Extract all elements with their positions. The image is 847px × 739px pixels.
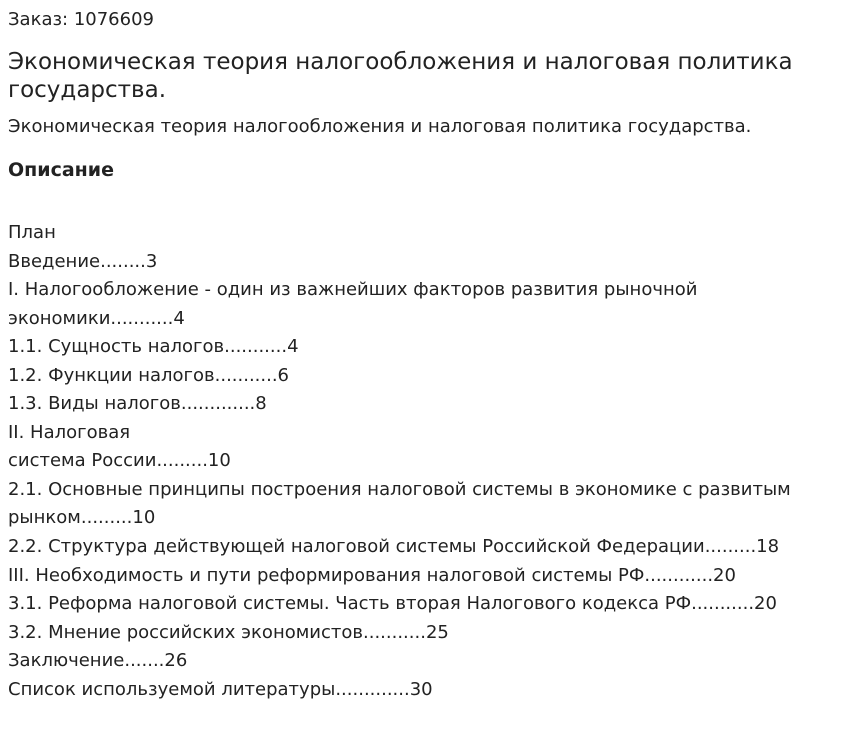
toc-line-section-3-2: 3.2. Мнение российских экономистов...........25 <box>8 621 449 643</box>
toc-line-conclusion: Заключение.......26 <box>8 650 188 672</box>
toc-line-chapter-1: I. Налогообложение - один из важнейших факторов развития рыночной <box>8 279 698 301</box>
toc-line-section-1-1: 1.1. Сущность налогов...........4 <box>8 336 299 358</box>
order-number: Заказ: 1076609 <box>8 9 154 30</box>
toc-line-section-1-3: 1.3. Виды налогов.............8 <box>8 393 267 415</box>
toc-line-section-1-2: 1.2. Функции налогов...........6 <box>8 364 290 386</box>
toc-line-plan-heading: План <box>8 222 56 243</box>
page-title: Экономическая теория налогообложения и налоговая политика государства. <box>8 49 793 103</box>
toc-line-bibliography: Список используемой литературы.............30 <box>8 678 433 700</box>
toc-line-chapter-2-cont: система России.........10 <box>8 450 231 472</box>
toc-line-chapter-3: III. Необходимость и пути реформирования налоговой системы РФ............20 <box>8 564 736 586</box>
toc-line-section-2-1: 2.1. Основные принципы построения налоговой системы в экономике с развитым <box>8 478 791 500</box>
toc-line-section-3-1: 3.1. Реформа налоговой системы. Часть вторая Налогового кодекса РФ...........20 <box>8 593 777 615</box>
toc-line-chapter-1-cont: экономики...........4 <box>8 307 185 329</box>
description-heading: Описание <box>8 159 115 181</box>
page-subtitle: Экономическая теория налогообложения и налоговая политика государства. <box>8 116 752 137</box>
toc-line-introduction: Введение........3 <box>8 250 158 272</box>
table-of-contents <box>8 219 843 704</box>
toc-line-section-2-1-cont: рынком.........10 <box>8 507 156 529</box>
toc-line-section-2-2: 2.2. Структура действующей налоговой системы Российской Федерации.........18 <box>8 536 780 558</box>
toc-line-chapter-2: II. Налоговая <box>8 421 131 443</box>
